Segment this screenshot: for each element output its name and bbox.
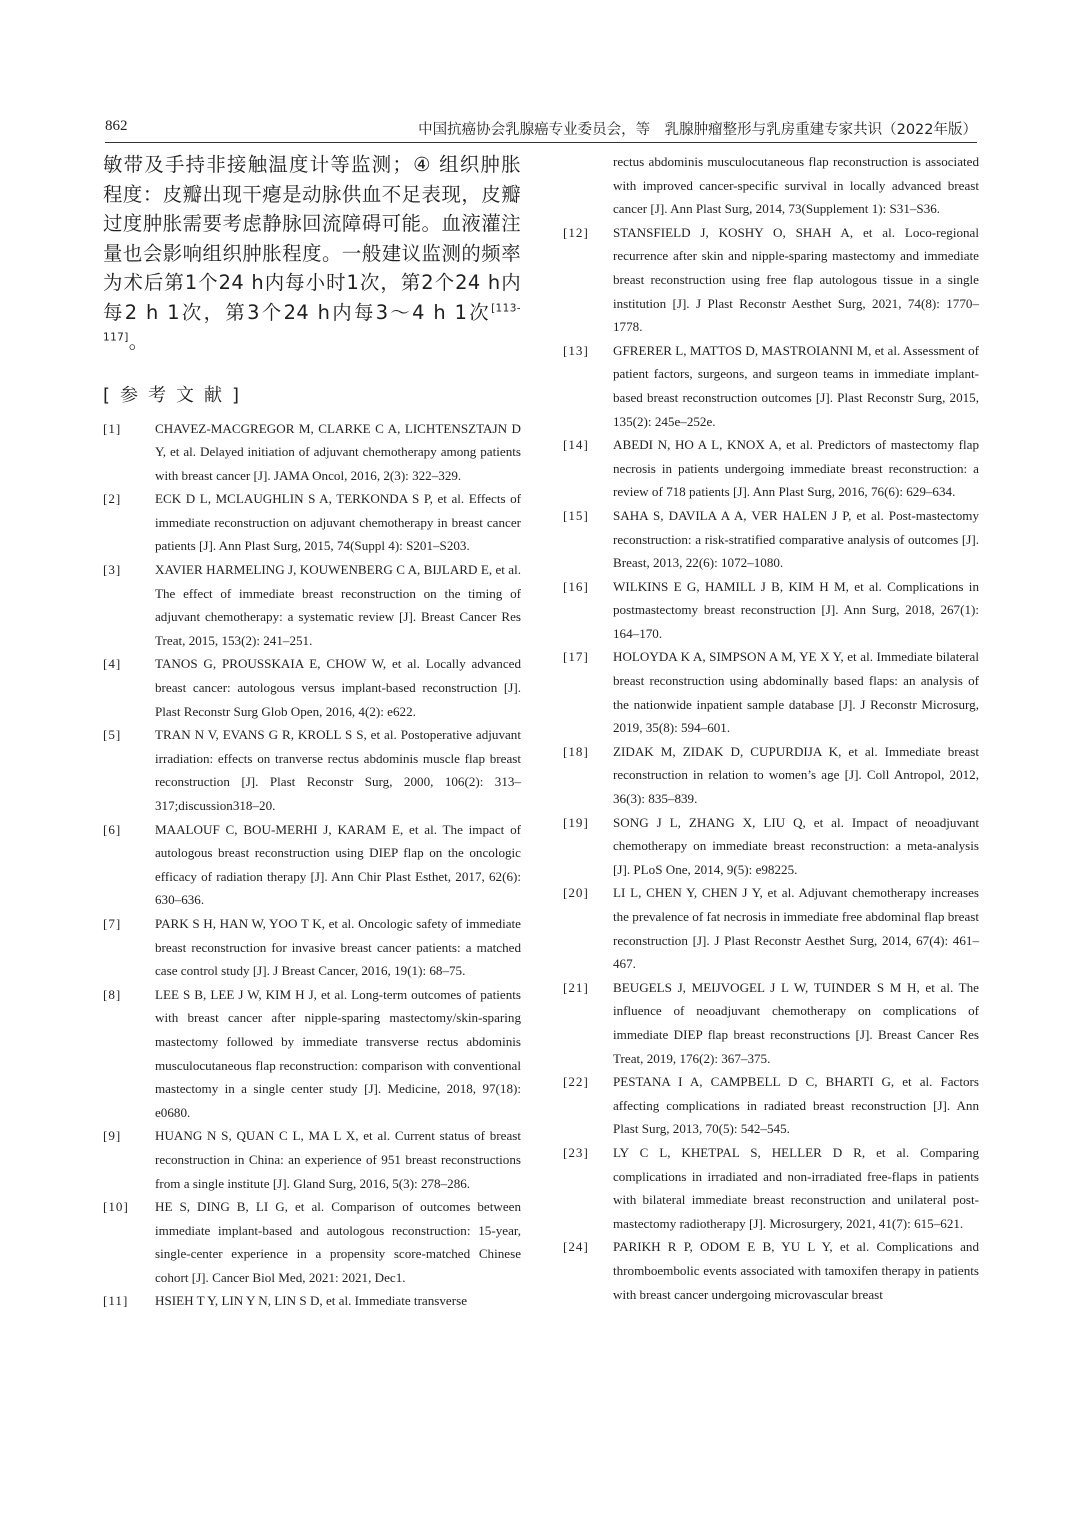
reference-number: [21]	[563, 979, 589, 995]
reference-number: [20]	[563, 885, 589, 901]
reference-item	[563, 1070, 979, 1141]
paragraph-end: 。	[128, 330, 149, 353]
reference-number: [3]	[103, 562, 122, 578]
reference-text: PESTANA I A, CAMPBELL D C, BHARTI G, et al. Factors affecting complications in radiated breast reconstruction [J]. Ann Plast Surg, 2013, 70(5): 542–545.	[613, 1074, 979, 1137]
reference-item	[563, 976, 979, 1070]
reference-number: [1]	[103, 420, 122, 436]
reference-item	[563, 1141, 979, 1235]
reference-item	[563, 575, 979, 646]
reference-number: [23]	[563, 1144, 589, 1160]
reference-item	[103, 652, 521, 723]
reference-item	[563, 504, 979, 575]
reference-text: TRAN N V, EVANS G R, KROLL S S, et al. Postoperative adjuvant irradiation: effects on tranverse rectus abdominis muscle flap breast reconstruction [J]. Plast Reconstr Surg, 2000, 106(2): 313–317;discussion318–20.	[155, 727, 521, 813]
reference-text: PARIKH R P, ODOM E B, YU L Y, et al. Complications and thromboembolic events associated with tamoxifen therapy in patients with breast cancer undergoing microvascular breast	[613, 1239, 979, 1302]
reference-item	[103, 1289, 521, 1313]
reference-item	[103, 723, 521, 817]
page-number: 862	[105, 118, 128, 134]
reference-text: TANOS G, PROUSSKAIA E, CHOW W, et al. Locally advanced breast cancer: autologous versus implant-based reconstruction [J]. Plast Reconstr Surg Glob Open, 2016, 4(2): e622.	[155, 656, 521, 719]
reference-text: HSIEH T Y, LIN Y N, LIN S D, et al. Immediate transverse	[155, 1293, 468, 1309]
reference-number: [12]	[563, 224, 589, 240]
reference-number: [17]	[563, 649, 589, 665]
reference-number: [11]	[103, 1293, 129, 1309]
reference-number: [19]	[563, 814, 589, 830]
reference-number: [18]	[563, 743, 589, 759]
reference-text: MAALOUF C, BOU-MERHI J, KARAM E, et al. The impact of autologous breast reconstruction using DIEP flap on the oncologic efficacy of radiation therapy [J]. Ann Chir Plast Esthet, 2017, 62(6): 630–636.	[155, 821, 521, 908]
reference-text: SAHA S, DAVILA A A, VER HALEN J P, et al. Post-mastectomy reconstruction: a risk-stratified comparative analysis of outcomes [J]. Breast, 2013, 22(6): 1072–1080.	[613, 507, 979, 571]
reference-number: [24]	[563, 1239, 589, 1255]
body-paragraph	[103, 150, 521, 357]
reference-item	[563, 1235, 979, 1306]
reference-number: [13]	[563, 342, 589, 358]
reference-text: WILKINS E G, HAMILL J B, KIM H M, et al. Complications in postmastectomy breast reconstruction [J]. Ann Surg, 2018, 267(1): 164–170.	[613, 578, 979, 641]
reference-number: [4]	[103, 656, 122, 672]
reference-text: SONG J L, ZHANG X, LIU Q, et al. Impact of neoadjuvant chemotherapy on immediate breast reconstruction: a meta-analysis [J]. PLoS One, 2014, 9(5): e98225.	[613, 814, 979, 877]
running-title: 中国抗癌协会乳腺癌专业委员会，等 乳腺肿瘤整形与乳房重建专家共识（2022年版）	[418, 122, 977, 138]
reference-text: LY C L, KHETPAL S, HELLER D R, et al. Comparing complications in irradiated and non-irradiated free-flaps in patients with bilateral immediate breast reconstruction and unilateral post-mastectomy radiotherapy [J]. Microsurgery, 2021, 41(7): 615–621.	[613, 1144, 979, 1231]
reference-text: HUANG N S, QUAN C L, MA L X, et al. Current status of breast reconstruction in China: an experience of 951 breast reconstructions from a single institute [J]. Gland Surg, 2016, 5(3): 278–286.	[155, 1128, 521, 1191]
reference-number	[563, 150, 613, 221]
reference-text: STANSFIELD J, KOSHY O, SHAH A, et al. Loco-regional recurrence after skin and nipple-sparing mastectomy and immediate breast reconstruction using free flap autologous tissue in a single institution [J]. J Plast Reconstr Aesthet Surg, 2021, 74(8): 1770–1778.	[613, 224, 979, 335]
reference-text: LI L, CHEN Y, CHEN J Y, et al. Adjuvant chemotherapy increases the prevalence of fat necrosis in immediate free abdominal flap breast reconstruction [J]. J Plast Reconstr Aesthet Surg, 2014, 67(4): 461–467.	[613, 885, 979, 972]
reference-text: ECK D L, MCLAUGHLIN S A, TERKONDA S P, et al. Effects of immediate reconstruction on adjuvant chemotherapy in breast cancer patients [J]. Ann Plast Surg, 2015, 74(Suppl 4): S201–S203.	[155, 491, 521, 554]
reference-text: GFRERER L, MATTOS D, MASTROIANNI M, et al. Assessment of patient factors, surgeons, and surgeon teams in immediate implant-based breast reconstruction outcomes [J]. Plast Reconstr Surg, 2015, 135(2): 245e–252e.	[613, 342, 979, 429]
reference-item	[563, 150, 979, 221]
reference-item	[563, 740, 979, 811]
reference-text: HOLOYDA K A, SIMPSON A M, YE X Y, et al. Immediate bilateral breast reconstruction using abdominally based flaps: an analysis of the nationwide inpatient sample database [J]. J Reconstr Microsurg, 2019, 35(8): 594–601.	[613, 649, 979, 736]
reference-number: [14]	[563, 437, 589, 453]
reference-number: [15]	[563, 507, 589, 523]
running-header	[105, 118, 977, 143]
reference-number: [10]	[103, 1199, 129, 1215]
reference-number: [16]	[563, 578, 589, 594]
reference-number: [6]	[103, 821, 122, 837]
reference-number: [22]	[563, 1074, 589, 1090]
reference-text: XAVIER HARMELING J, KOUWENBERG C A, BIJLARD E, et al. The effect of immediate breast reconstruction on the timing of adjuvant chemotherapy: a systematic review [J]. Breast Cancer Res Treat, 2015, 153(2): 241–251.	[155, 562, 521, 648]
reference-item	[563, 645, 979, 739]
reference-item	[103, 983, 521, 1125]
reference-text: rectus abdominis musculocutaneous flap reconstruction is associated with improved cancer-specific survival in locally advanced breast cancer [J]. Ann Plast Surg, 2014, 73(Supplement 1): S31–S36.	[613, 154, 979, 217]
reference-item	[103, 1124, 521, 1195]
reference-number: [5]	[103, 727, 122, 743]
reference-item	[103, 417, 521, 488]
references-heading: [参考文献]	[103, 384, 250, 406]
reference-number: [7]	[103, 915, 122, 931]
reference-text: BEUGELS J, MEIJVOGEL J L W, TUINDER S M H, et al. The influence of neoadjuvant chemotherapy on complications of immediate DIEP flap breast reconstructions [J]. Breast Cancer Res Treat, 2019, 176(2): 367–375.	[613, 979, 979, 1066]
reference-item	[563, 339, 979, 433]
reference-text: CHAVEZ-MACGREGOR M, CLARKE C A, LICHTENSZTAJN D Y, et al. Delayed initiation of adjuvant chemotherapy among patients with breast cancer [J]. JAMA Oncol, 2016, 2(3): 322–329.	[155, 420, 521, 483]
reference-item	[103, 1195, 521, 1289]
reference-item	[103, 487, 521, 558]
reference-text: HE S, DING B, LI G, et al. Comparison of outcomes between immediate implant-based and autologous reconstruction: 15-year, single-center experience in a propensity score-matched Chinese cohort [J]. Cancer Biol Med, 2021: 2021, Dec1.	[155, 1199, 521, 1285]
reference-text: ABEDI N, HO A L, KNOX A, et al. Predictors of mastectomy flap necrosis in patients undergoing immediate breast reconstruction: a review of 718 patients [J]. Ann Plast Surg, 2016, 76(6): 629–634.	[613, 437, 979, 500]
reference-text: PARK S H, HAN W, YOO T K, et al. Oncologic safety of immediate breast reconstruction for invasive breast cancer patients: a matched case control study [J]. J Breast Cancer, 2016, 19(1): 68–75.	[155, 915, 521, 979]
reference-text: ZIDAK M, ZIDAK D, CUPURDIJA K, et al. Immediate breast reconstruction in relation to women’s age [J]. Coll Antropol, 2012, 36(3): 835–839.	[613, 743, 979, 807]
paragraph-text: 敏带及手持非接触温度计等监测；④ 组织肿胀程度：皮瓣出现干瘪是动脉供血不足表现，皮瓣过度肿胀需要考虑静脉回流障碍可能。血液灌注量也会影响组织肿胀程度。一般建议监测的频率为术后第1个24 h内每小时1次，第2个24 h内每2 h 1次，第3个24 h内每3～4 h 1次	[103, 153, 521, 324]
reference-list-left	[103, 417, 521, 1314]
right-column	[563, 150, 979, 1306]
reference-number: [2]	[103, 491, 122, 507]
left-column	[103, 150, 521, 1313]
reference-item	[103, 558, 521, 652]
reference-item	[103, 912, 521, 983]
reference-item	[563, 433, 979, 504]
reference-item	[563, 221, 979, 339]
reference-item	[563, 881, 979, 975]
reference-item	[103, 818, 521, 912]
reference-list-right	[563, 150, 979, 1306]
reference-number: [9]	[103, 1128, 122, 1144]
reference-item	[563, 811, 979, 882]
citation-superscript: [113-117]	[103, 302, 521, 344]
reference-text: LEE S B, LEE J W, KIM H J, et al. Long-term outcomes of patients with breast cancer after nipple-sparing mastectomy/skin-sparing mastectomy followed by immediate transverse rectus abdominis musculocutaneous flap reconstruction: comparison with conventional mastectomy in a single center study [J]. Medicine, 2018, 97(18): e0680.	[155, 986, 521, 1120]
reference-number: [8]	[103, 986, 122, 1002]
